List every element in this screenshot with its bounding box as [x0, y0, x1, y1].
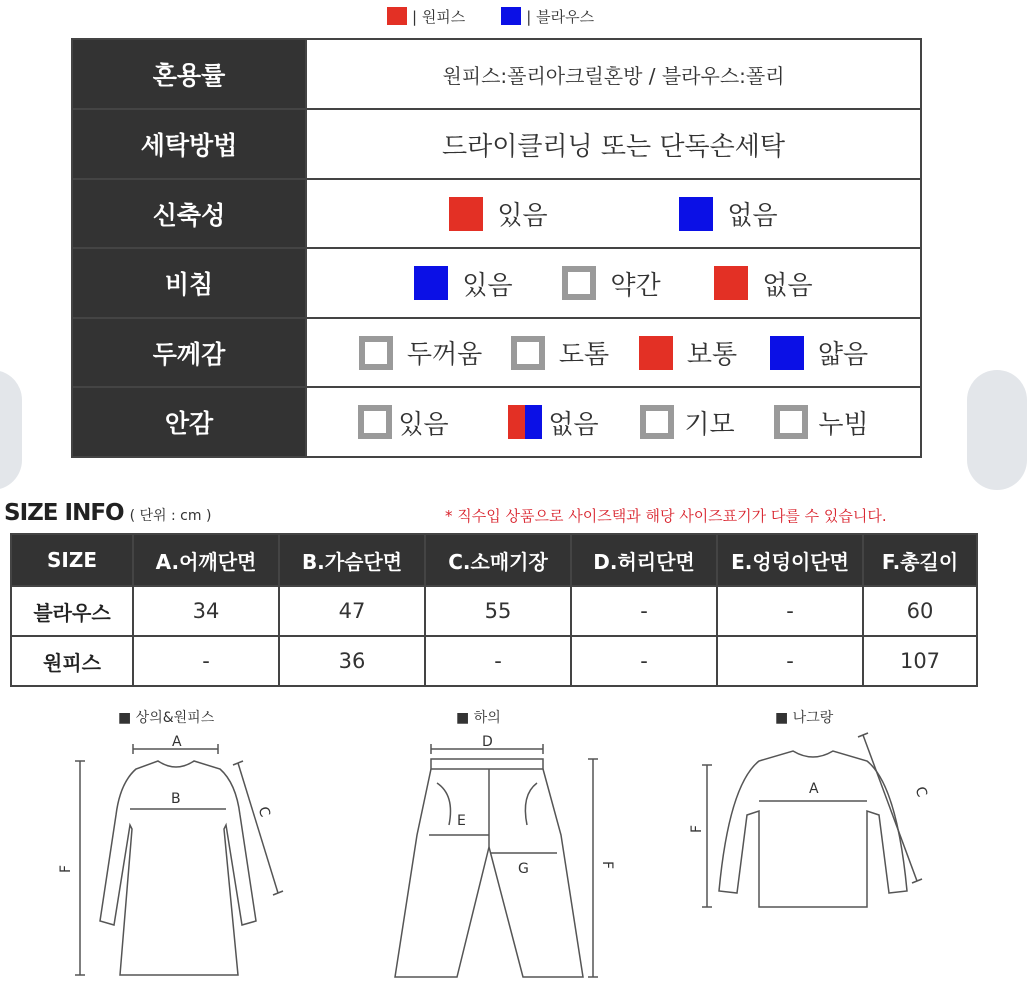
nav-prev-decoration	[0, 370, 22, 490]
option	[640, 404, 774, 441]
label-c: C	[911, 784, 930, 800]
option	[358, 404, 508, 441]
option	[679, 195, 777, 232]
option	[511, 334, 639, 371]
column-header: E.엉덩이단면	[717, 534, 863, 586]
row-options	[307, 388, 920, 456]
column-header: D.허리단면	[571, 534, 717, 586]
label-a: A	[809, 781, 819, 797]
label-b: B	[171, 791, 181, 807]
option	[774, 404, 868, 441]
table-cell: -	[425, 636, 571, 686]
red-swatch	[714, 266, 748, 300]
gray-swatch	[358, 405, 392, 439]
table-cell: -	[717, 586, 863, 636]
option-label: 두꺼움	[406, 340, 483, 370]
material-table	[71, 38, 922, 458]
option	[414, 265, 562, 302]
row-label: 블라우스	[11, 586, 133, 636]
material-row-composition	[73, 40, 920, 108]
gray-swatch	[774, 405, 808, 439]
red-blue-swatch	[508, 405, 542, 439]
legend-label: | 원피스	[412, 7, 466, 26]
row-options	[307, 249, 920, 317]
table-row	[11, 636, 977, 686]
row-header: 세탁방법	[73, 110, 307, 178]
option	[714, 265, 812, 302]
option	[508, 404, 640, 441]
table-cell: 60	[863, 586, 977, 636]
option-label: 얇음	[817, 340, 869, 370]
column-header: C.소매기장	[425, 534, 571, 586]
table-cell: -	[133, 636, 279, 686]
option-label: 없음	[548, 409, 599, 440]
label-d: D	[482, 734, 493, 750]
table-cell: 34	[133, 586, 279, 636]
material-row-sheerness	[73, 247, 920, 317]
option-label: 있음	[497, 201, 548, 231]
table-cell: -	[571, 586, 717, 636]
legend-item-blouse	[501, 6, 594, 27]
size-info-unit: ( 단위 : cm )	[129, 508, 212, 524]
option-label: 기모	[684, 409, 735, 440]
label-c: C	[254, 804, 273, 820]
legend-swatch-red	[387, 7, 407, 25]
option-label: 누빔	[818, 409, 869, 440]
dress-diagram	[60, 725, 290, 987]
label-g: G	[518, 861, 529, 877]
table-cell: -	[571, 636, 717, 686]
option	[359, 334, 511, 371]
legend-label: | 블라우스	[526, 7, 595, 26]
table-cell: -	[717, 636, 863, 686]
column-header: B.가슴단면	[279, 534, 425, 586]
option-label: 도톰	[558, 340, 610, 370]
option	[449, 195, 679, 232]
option-label: 약간	[610, 270, 661, 301]
row-header: 신축성	[73, 180, 307, 247]
option	[639, 334, 770, 371]
label-e: E	[457, 813, 466, 829]
option-label: 있음	[398, 409, 449, 440]
material-row-stretch	[73, 178, 920, 247]
column-header: F.총길이	[863, 534, 977, 586]
table-cell: 47	[279, 586, 425, 636]
diagram-title-raglan: ■ 나그랑	[775, 710, 834, 726]
material-row-lining	[73, 386, 920, 456]
size-table-header-row	[11, 534, 977, 586]
size-info-title	[4, 500, 211, 526]
row-header: 두께감	[73, 319, 307, 386]
gray-swatch	[562, 266, 596, 300]
table-cell: 36	[279, 636, 425, 686]
row-header: 안감	[73, 388, 307, 456]
row-value: 드라이클리닝 또는 단독손세탁	[441, 131, 786, 162]
row-options	[307, 319, 920, 386]
gray-swatch	[359, 336, 393, 370]
diagram-title-pants: ■ 하의	[456, 710, 501, 726]
table-row	[11, 586, 977, 636]
nav-next-decoration	[967, 370, 1027, 490]
column-header: SIZE	[11, 534, 133, 586]
blue-swatch	[679, 197, 713, 231]
row-label: 원피스	[11, 636, 133, 686]
color-legend	[387, 4, 624, 28]
pants-diagram	[385, 725, 615, 987]
gray-swatch	[511, 336, 545, 370]
label-a: A	[172, 734, 182, 750]
label-f: F	[689, 824, 705, 833]
label-f: F	[599, 861, 615, 870]
red-swatch	[449, 197, 483, 231]
label-f: F	[58, 864, 74, 873]
option-label: 보통	[686, 340, 738, 370]
table-cell: 55	[425, 586, 571, 636]
material-row-thickness	[73, 317, 920, 386]
row-header: 혼용률	[73, 40, 307, 108]
size-table	[10, 533, 978, 687]
option-label: 없음	[762, 270, 813, 301]
blue-swatch	[770, 336, 804, 370]
option	[770, 334, 868, 371]
row-header: 비침	[73, 249, 307, 317]
blue-swatch	[414, 266, 448, 300]
diagram-title-top-dress: ■ 상의&원피스	[118, 710, 215, 726]
option-label: 있음	[462, 270, 513, 301]
size-info-heading: SIZE INFO	[4, 500, 124, 526]
row-value: 원피스:폴리아크릴혼방 / 블라우스:폴리	[442, 63, 785, 88]
legend-item-dress	[387, 6, 465, 27]
red-swatch	[639, 336, 673, 370]
row-options	[307, 180, 920, 247]
table-cell: 107	[863, 636, 977, 686]
column-header: A.어깨단면	[133, 534, 279, 586]
gray-swatch	[640, 405, 674, 439]
option-label: 없음	[727, 201, 778, 231]
size-info-note: * 직수입 상품으로 사이즈택과 해당 사이즈표기가 다를 수 있습니다.	[445, 507, 887, 525]
material-row-washing	[73, 108, 920, 178]
option	[562, 265, 714, 302]
raglan-diagram	[685, 725, 945, 925]
legend-swatch-blue	[501, 7, 521, 25]
